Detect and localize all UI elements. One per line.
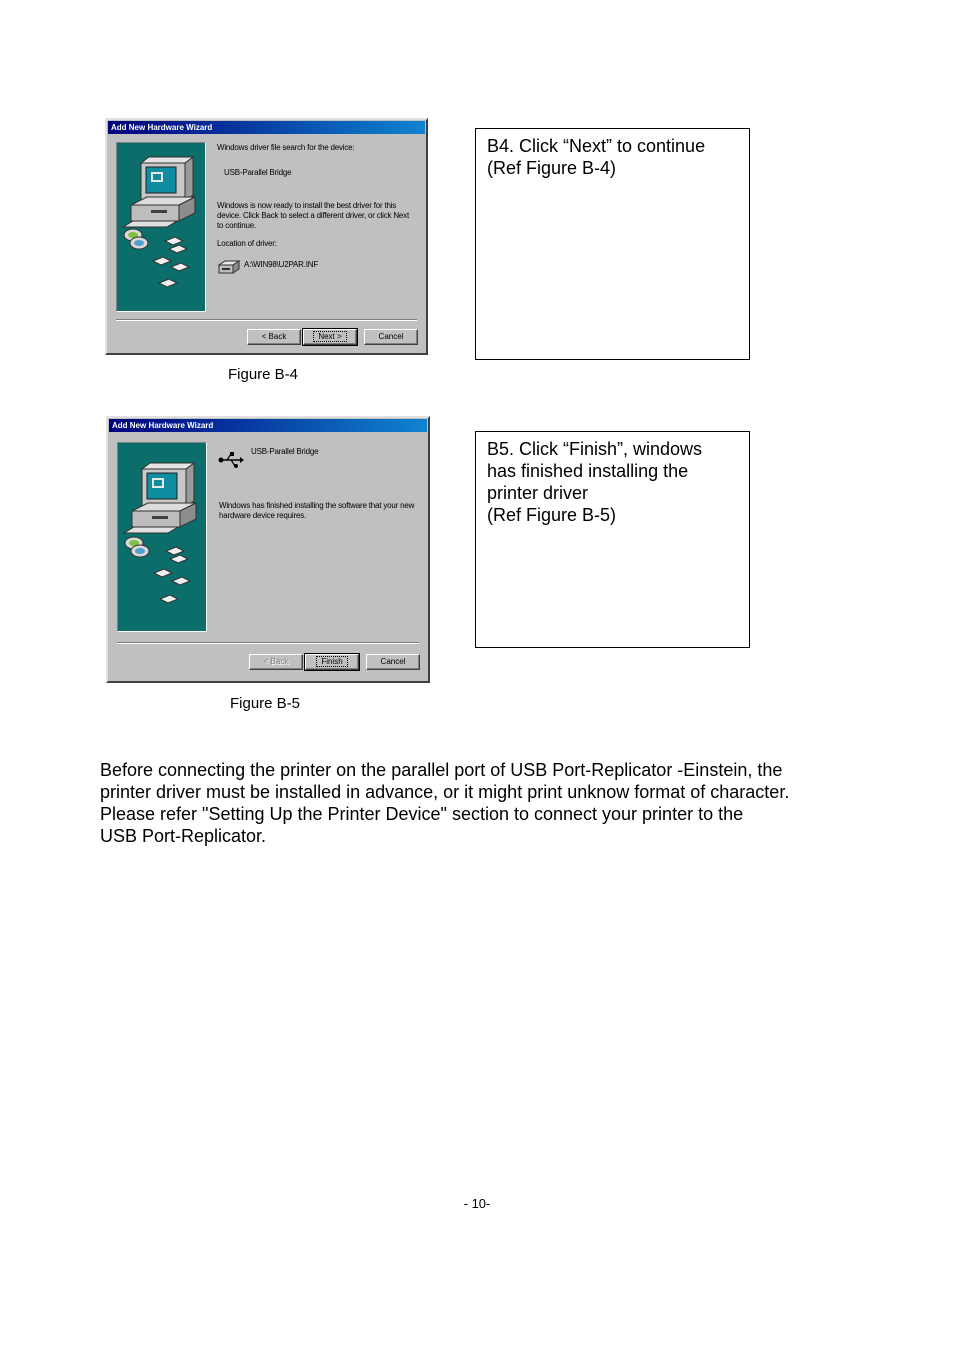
floppy-drive-icon [217,257,241,275]
ready-text-line-1: Windows is now ready to install the best driver for this [217,201,397,210]
wizard-illustration-panel [117,442,207,632]
paragraph-line-3: Please refer "Setting Up the Printer Device" section to connect your printer to the [100,804,744,824]
device-name: USB-Parallel Bridge [251,447,319,456]
figure-b4-caption: Figure B-4 [228,366,299,383]
finished-text-line-2: hardware device requires. [219,511,307,520]
device-name: USB-Parallel Bridge [224,168,292,177]
note-b5-line-2: has finished installing the [487,461,689,481]
wizard-title-bar: Add New Hardware Wizard [109,419,427,432]
note-b5-line-3: printer driver [487,483,589,503]
driver-location-path: A:\WIN98\U2PAR.INF [244,260,319,269]
wizard-illustration-panel [116,142,206,312]
computer-with-discs-icon [118,443,206,631]
finished-text-line-1: Windows has finished installing the software that your new [219,501,415,510]
figure-b4-wizard-dialog [105,118,428,355]
note-b5-box [475,431,750,648]
wizard-title-bar: Add New Hardware Wizard [108,121,425,134]
figure-b5-wizard-dialog [106,416,430,683]
finish-button-label: Finish [316,656,347,667]
ready-text-line-3: to continue. [217,221,256,230]
driver-search-label: Windows driver file search for the device: [217,143,355,152]
paragraph-line-1: Before connecting the printer on the parallel port of USB Port-Replicator -Einstein, the [100,760,783,780]
instruction-paragraph [100,759,860,847]
ready-text-line-2: device. Click Back to select a different driver, or click Next [217,211,409,220]
button-separator [117,642,419,644]
cancel-button[interactable]: Cancel [366,654,420,670]
page-number: - 10- [463,1196,491,1211]
next-button[interactable] [303,329,357,345]
usb-icon [218,451,244,469]
back-button[interactable]: < Back [247,329,301,345]
cancel-button[interactable]: Cancel [364,329,418,345]
next-button-label: Next > [313,331,346,342]
figure-b5-caption: Figure B-5 [230,695,301,712]
paragraph-line-2: printer driver must be installed in advance, or it might print unknow format of character. [100,782,790,802]
note-b5-line-4: (Ref Figure B-5) [487,505,617,525]
finish-button[interactable] [305,654,359,670]
note-b4-line-2: (Ref Figure B-4) [487,158,617,178]
back-button[interactable]: < Back [249,654,303,670]
paragraph-line-4: USB Port-Replicator. [100,826,267,846]
note-b4-line-1: B4. Click “Next” to continue [487,136,706,156]
driver-location-label: Location of driver: [217,239,277,248]
computer-with-discs-icon [117,143,205,311]
note-b5-line-1: B5. Click “Finish”, windows [487,439,703,459]
button-separator [116,319,417,321]
note-b4-box [475,128,750,360]
